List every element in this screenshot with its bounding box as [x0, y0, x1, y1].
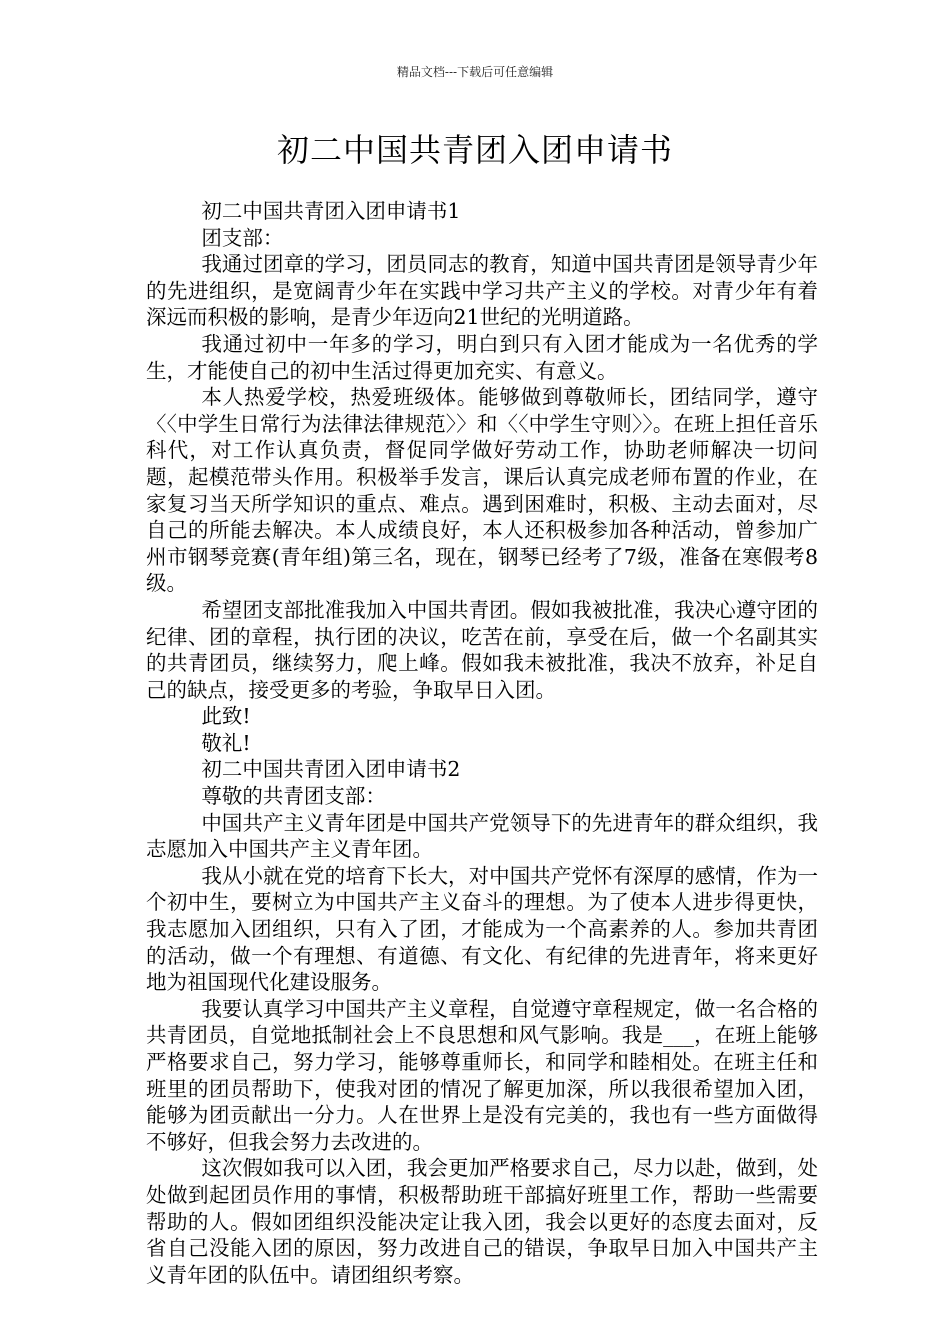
- closing-line: 敬礼!: [201, 730, 251, 755]
- paragraph: 中国共产主义青年团是中国共产党领导下的先进青年的群众组织，我志愿加入中国共产主义青年团。: [146, 810, 818, 862]
- document-body: [146, 198, 818, 1288]
- paragraph: 我通过团章的学习，团员同志的教育，知道中国共青团是领导青少年的先进组织，是宽阔青少年在实践中学习共产主义的学校。对青少年有着深远而积极的影响，是青少年迈向21世纪的光明道路。: [146, 252, 818, 330]
- paragraph: 我要认真学习中国共产主义章程，自觉遵守章程规定，做一名合格的共青团员，自觉地抵制社会上不良思想和风气影响。我是___，在班上能够严格要求自己，努力学习，能够尊重师长，和同学和睦相处。在班主任和班里的团员帮助下，使我对团的情况了解更加深，所以我很希望加入团，能够为团贡献出一分力。人在世界上是没有完美的，我也有一些方面做得不够好，但我会努力去改进的。: [146, 996, 818, 1154]
- paragraph: 这次假如我可以入团，我会更加严格要求自己，尽力以赴，做到，处处做到起团员作用的事情，积极帮助班干部搞好班里工作，帮助一些需要帮助的人。假如团组织没能决定让我入团，我会以更好的态度去面对，反省自己没能入团的原因，努力改进自己的错误，争取早日加入中国共产主义青年团的队伍中。请团组织考察。: [146, 1156, 818, 1287]
- paragraph: 我通过初中一年多的学习，明白到只有入团才能成为一名优秀的学生，才能使自己的初中生活过得更加充实、有意义。: [146, 331, 818, 383]
- salutation-2: 尊敬的共青团支部：: [201, 784, 386, 809]
- salutation-1: 团支部：: [201, 225, 284, 250]
- paragraph: 我从小就在党的培育下长大，对中国共产党怀有深厚的感情，作为一个初中生，要树立为中国共产主义奋斗的理想。为了使本人进步得更快，我志愿加入团组织，只有入了团，才能成为一个高素养的人。参加共青团的活动，做一个有理想、有道德、有文化、有纪律的先进青年，将来更好地为祖国现代化建设服务。: [146, 863, 818, 995]
- paragraph: 本人热爱学校，热爱班级体。能够做到尊敬师长，团结同学，遵守〈〈中学生日常行为法律法律规范〉〉和〈〈中学生守则〉〉。在班上担任音乐科代，对工作认真负责，督促同学做好劳动工作，协助老师解决一切问题，起模范带头作用。积极举手发言，课后认真完成老师布置的作业，在家复习当天所学知识的重点、难点。遇到困难时，积极、主动去面对，尽自己的所能去解决。本人成绩良好，本人还积极参加各种活动，曾参加广州市钢琴竞赛(青年组)第三名，现在，钢琴已经考了7级，准备在寒假考8级。: [146, 385, 818, 596]
- paragraph: 希望团支部批准我加入中国共青团。假如我被批准，我决心遵守团的纪律、团的章程，执行团的决议，吃苦在前，享受在后，做一个名副其实的共青团员，继续努力，爬上峰。假如我未被批准，我决不放弃，补足自己的缺点，接受更多的考验，争取早日入团。: [146, 597, 818, 702]
- closing-line: 此致!: [201, 704, 251, 729]
- document-title: 初二中国共青团入团申请书: [276, 131, 673, 169]
- section-heading-1: 初二中国共青团入团申请书1: [201, 199, 461, 223]
- section-heading-2: 初二中国共青团入团申请书2: [201, 757, 461, 782]
- page-header-note: 精品文档---下载后可任意编辑: [396, 65, 554, 79]
